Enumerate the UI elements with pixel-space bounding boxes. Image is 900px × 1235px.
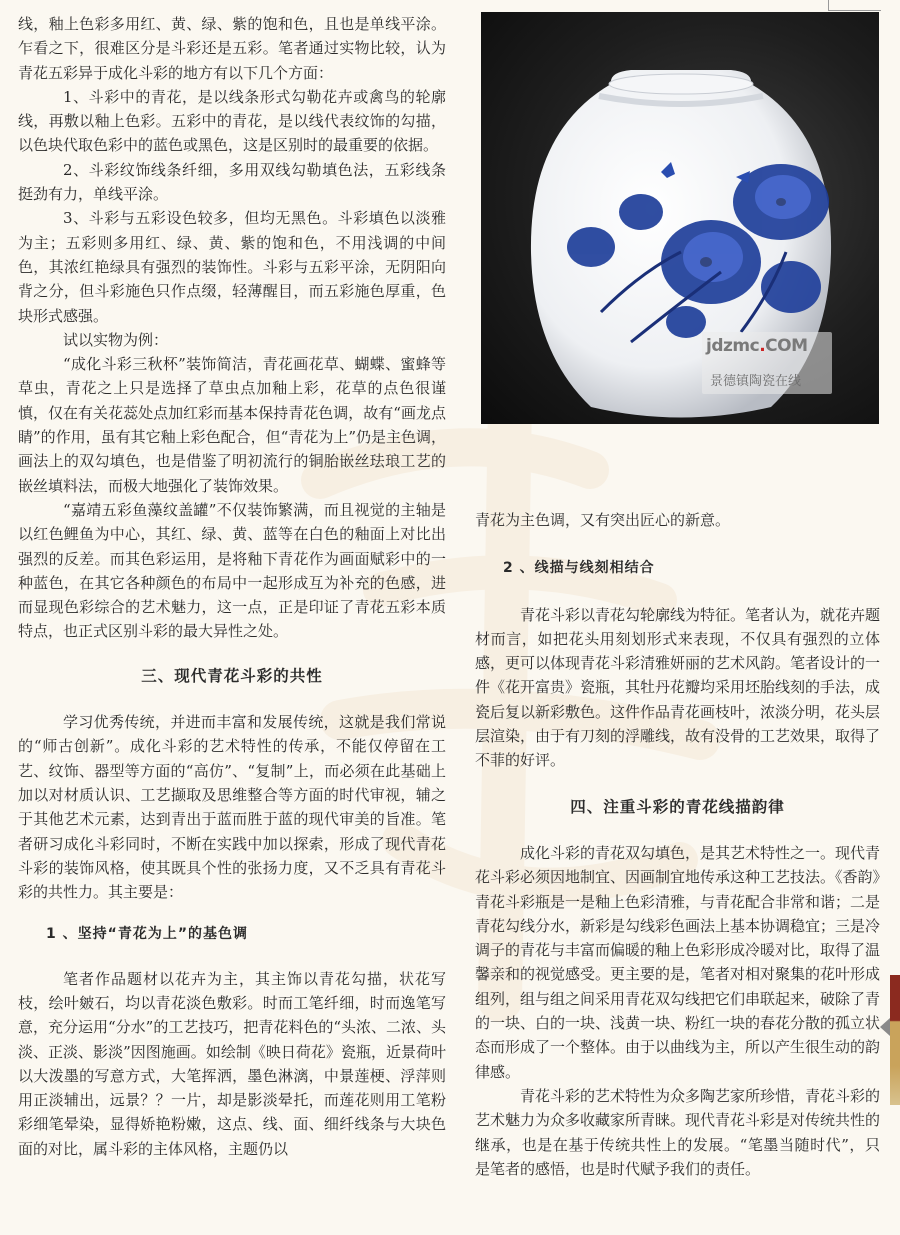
corner-trim-mark (828, 0, 881, 11)
paragraph: 笔者作品题材以花卉为主，其主饰以青花勾描，状花写枝，绘叶皴石，均以青花淡色敷彩。时而工笔纤细，时而逸笔写意，充分运用“分水”的工艺技巧，把青花料色的“头浓、二浓、头淡、正淡、影淡”因图施画。如绘制《映日荷花》瓷瓶，近景荷叶以大泼墨的写意方式，大笔挥洒，墨色淋漓，中景莲梗、浮萍则用正淡辅出，远景？？一片，却是影淡晕托，而莲花则用工笔粉彩细笔晕染，显得娇艳粉嫩，这点、线、面、细纤线条与大块色面的对比，属斗彩的主体风格，主题仍以 (18, 969, 447, 1158)
paragraph: 青花斗彩的艺术特性为众多陶艺家所珍惜，青花斗彩的艺术魅力为众多收藏家所青睐。现代青花斗彩是对传统共性的继承，也是在基于传统共性上的发展。“笔墨当随时代”，只是笔者的感悟，也是时代赋予我们的责任。 (475, 1086, 881, 1178)
paragraph: 青花为主色调，又有突出匠心的新意。 (475, 511, 731, 529)
paragraph: 青花斗彩以青花勾轮廓线为特征。笔者认为，就花卉题材而言，如把花头用刻划形式来表现，不仅具有强烈的立体感，更可以体现青花斗彩清雅妍丽的艺术风韵。笔者设计的一件《花开富贵》瓷瓶，其牡丹花瓣均采用坯胎线刻的手法，成瓷后复以新彩敷色。这件作品青花画枝叶，浓淡分明，花头层层渲染，由于有刀刻的浮雕线，故有没骨的工艺效果，取得了不菲的好评。 (475, 605, 881, 770)
paragraph: “成化斗彩三秋杯”装饰简洁，青花画花草、蝴蝶、蜜蜂等草虫，青花之上只是选择了草虫点加釉上彩，花草的点色很谨慎，仅在有关花蕊处点加红彩而基本保持青花色调，故有“画龙点睛”的作用，虽有其它釉上彩色配合，但“青花为上”仍是主色调，画法上的双勾填色，也是借鉴了明初流行的铜胎嵌丝珐琅工艺的嵌丝填料法，而极大地强化了装饰效果。 (18, 355, 447, 495)
left-column (18, 12, 446, 1161)
paragraph: 3、斗彩与五彩设色较多，但均无黑色。斗彩填色以淡雅为主；五彩则多用红、绿、黄、紫的饱和色，不用浅调的中间色，其浓红艳绿具有强烈的装饰性。斗彩与五彩平涂，无阴阳向背之分，但斗彩施色只作点缀，轻薄醒目，而五彩施色厚重，色块形式感强。 (18, 209, 446, 325)
paragraph: 1、斗彩中的青花，是以线条形式勾勒花卉或禽鸟的轮廓线，再敷以釉上色彩。五彩中的青花，是以线代表纹饰的勾描，以色块代取色彩中的蓝色或黑色，这是区别时的最重要的依据。 (18, 87, 446, 155)
paragraph: “嘉靖五彩鱼藻纹盖罐”不仅装饰繁满，而且视觉的主轴是以红色鲤鱼为中心，其红、绿、黄、蓝等在白色的釉面上对比出强烈的反差。而其色彩运用，是将釉下青花作为画面赋彩中的一种蓝色，在其它各种颜色的布局中一起形成互为补充的色感，进而显现色彩综合的艺术魅力，这一点，正是印证了青花五彩本质特点，也正式区别斗彩的最大异性之处。 (18, 500, 446, 641)
paragraph: 线，釉上色彩多用红、黄、绿、紫的饱和色，且也是单线平涂。乍看之下，很难区分是斗彩还是五彩。笔者通过实物比较，认为青花五彩异于成化斗彩的地方有以下几个方面： (18, 15, 446, 82)
paragraph: 试以实物为例： (63, 330, 169, 349)
right-column (475, 508, 880, 1181)
section-heading: 三、现代青花斗彩的共性 (141, 666, 323, 685)
page-edge-arrow-icon (880, 1018, 890, 1036)
watermark-logo: jdzmc.COM (706, 336, 808, 356)
subsection-heading: 2 、线描与线刻相结合 (503, 560, 655, 577)
page-edge-tab (890, 975, 900, 1105)
section-heading: 四、注重斗彩的青花线描韵律 (570, 797, 785, 816)
paragraph: 2、斗彩纹饰线条纤细，多用双线勾勒填色法，五彩线条挺劲有力，单线平涂。 (18, 160, 446, 204)
site-watermark (702, 332, 832, 394)
paragraph: 成化斗彩的青花双勾填色，是其艺术特性之一。现代青花斗彩必须因地制宜、因画制宜地传承这种工艺技法。《香韵》青花斗彩瓶是一是釉上色彩清雅，与青花配合非常和谐；二是青花勾线分水，新彩是勾线彩色画法上基本协调稳宜；三是冷调子的青花与丰富而偏暖的釉上色彩形成冷暖对比，取得了温馨亲和的视觉感受。更主要的是，笔者对相对聚集的花叶形成组列，组与组之间采用青花双勾线把它们串联起来，破除了青的一块、白的一块、浅黄一块、粉红一块的春花分散的孤立状态而形成了一个整体。由于以曲线为主，所以产生很生动的韵律感。 (475, 843, 881, 1081)
paragraph: 学习优秀传统，并进而丰富和发展传统，这就是我们常说的“师古创新”。成化斗彩的艺术特性的传承，不能仅停留在工艺、纹饰、器型等方面的“高仿”、“复制”上，而必须在此基础上加以对材质认识、工艺撷取及思维整合等方面的时代审视，辅之于其他艺术元素，达到青出于蓝而胜于蓝的现代审美的旨准。笔者研习成化斗彩同时，不断在实践中加以探索，形成了现代青花斗彩的装饰风格，使其既具个性的张扬力度，又不乏具有青花斗彩的共性力。其主要是： (18, 713, 446, 902)
watermark-caption: 景德镇陶瓷在线 (710, 374, 802, 389)
subsection-heading: 1 、坚持“青花为上”的基色调 (46, 926, 249, 943)
